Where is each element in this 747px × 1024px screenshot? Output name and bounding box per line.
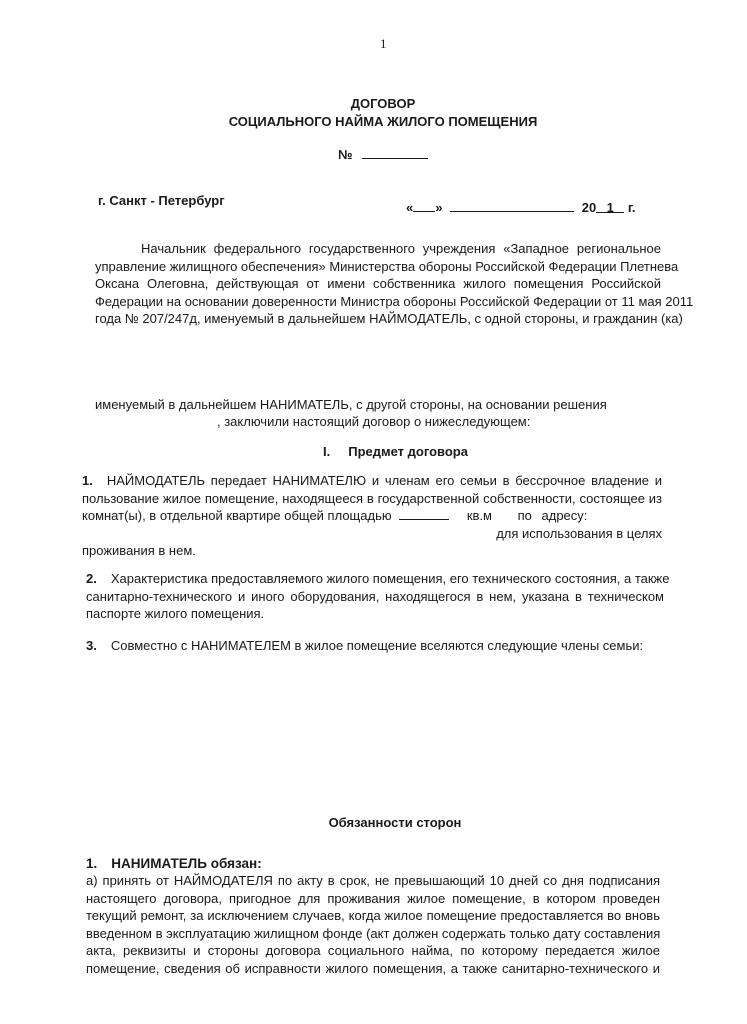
- year-suffix: г.: [627, 200, 636, 215]
- clause-text: НАЙМОДАТЕЛЬ передает НАНИМАТЕЛЮ и членам его семьи в бессрочное владение и: [106, 473, 662, 488]
- item-line: настоящего договора, пригодное для проживания жилое помещение, в котором проведен: [86, 890, 660, 906]
- day-open-quote: «: [406, 200, 414, 215]
- clause-line: [82, 507, 662, 525]
- clause-text: Совместно с НАНИМАТЕЛЕМ в жилое помещение вселяются следующие члены семьи:: [110, 638, 644, 653]
- clause-number: 1.: [82, 473, 93, 488]
- clause-line: паспорте жилого помещения.: [86, 606, 265, 621]
- area-unit: кв.м: [466, 508, 492, 523]
- clause-text: Характеристика предоставляемого жилого помещения, его технического состояния, а также: [110, 571, 670, 586]
- document-subtitle: СОЦИАЛЬНОГО НАЙМА ЖИЛОГО ПОМЕЩЕНИЯ: [228, 114, 538, 129]
- month-blank: [450, 199, 574, 212]
- clause-line: [82, 472, 662, 490]
- intro-line: Федерации на основании доверенности Министра обороны Российской Федерации от 11 мая 2011: [95, 293, 694, 309]
- clause-line: [86, 570, 670, 588]
- clause-1: [82, 472, 662, 560]
- document-title: ДОГОВОР: [350, 96, 416, 111]
- address-label: по адресу:: [517, 508, 588, 523]
- section-title: Предмет договора: [348, 444, 468, 459]
- item-line: текущий ремонт, за исключением случаев, когда жилое помещение предоставляется во вновь: [86, 908, 660, 923]
- clause-line: санитарно-технического и иного оборудования, находящегося в нем, указана в техническом: [86, 588, 664, 604]
- intro-line: Начальник федерального государственного учреждения «Западное региональное: [141, 241, 661, 256]
- section-obligations-heading: Обязанности сторон: [328, 815, 462, 830]
- intro-line: года № 207/247д, именуемый в дальнейшем НАЙМОДАТЕЛЬ, с одной стороны, и гражданин (ка): [95, 311, 683, 326]
- clause-number: 1.: [86, 856, 98, 871]
- item-line: а) принять от НАЙМОДАТЕЛЯ по акту в срок, не превышающий 10 дней со дня подписания: [86, 873, 660, 888]
- tenant-line: именуемый в дальнейшем НАНИМАТЕЛЬ, с другой стороны, на основании решения: [95, 397, 607, 412]
- number-label: №: [338, 147, 353, 162]
- clause-number: 3.: [86, 638, 97, 653]
- intro-paragraph: [95, 240, 694, 328]
- page-number: 1: [380, 36, 387, 51]
- clause-line: пользование жилое помещение, находящееся в государственной собственности, состоящее из: [82, 490, 662, 506]
- tenant-obligations-heading: [86, 856, 262, 871]
- purpose-end: проживания в нем.: [82, 543, 196, 558]
- obligation-item-a: [86, 872, 660, 977]
- contract-date: [406, 199, 636, 215]
- day-close-quote: »: [435, 200, 443, 215]
- section-number: I.: [323, 444, 331, 459]
- contract-number: [338, 146, 428, 162]
- area-blank: [399, 507, 449, 520]
- clause-number: 2.: [86, 571, 97, 586]
- item-line: введенном в эксплуатацию жилищном фонде (акт должен содержать только дату составления: [86, 925, 661, 941]
- intro-line: Оксана Олеговна, действующая от имени собственника жилого помещения Российской: [95, 276, 661, 291]
- clause-title: НАНИМАТЕЛЬ обязан:: [111, 856, 262, 871]
- concluded-line: , заключили настоящий договор о нижеследующем:: [217, 414, 531, 429]
- item-line: акта, реквизиты и стороны договора социального найма, по которому передается жилое: [86, 943, 660, 958]
- year-prefix: 20: [581, 200, 597, 215]
- city: г. Санкт - Петербург: [98, 193, 225, 208]
- clause-3: [86, 638, 643, 653]
- area-prefix: комнат(ы), в отдельной квартире общей площадью: [82, 508, 392, 523]
- item-line: помещение, сведения об исправности жилого помещения, а также санитарно-технического и: [86, 960, 660, 976]
- purpose-tail: для использования в целях: [496, 525, 662, 541]
- section-heading: [323, 444, 468, 459]
- clause-2: [86, 570, 670, 623]
- year-digit: 1: [596, 200, 624, 213]
- day-blank: [413, 199, 435, 212]
- intro-line: управление жилищного обеспечения» Министерства обороны Российской Федерации Плетнева: [95, 258, 679, 274]
- contract-number-blank: [362, 146, 428, 159]
